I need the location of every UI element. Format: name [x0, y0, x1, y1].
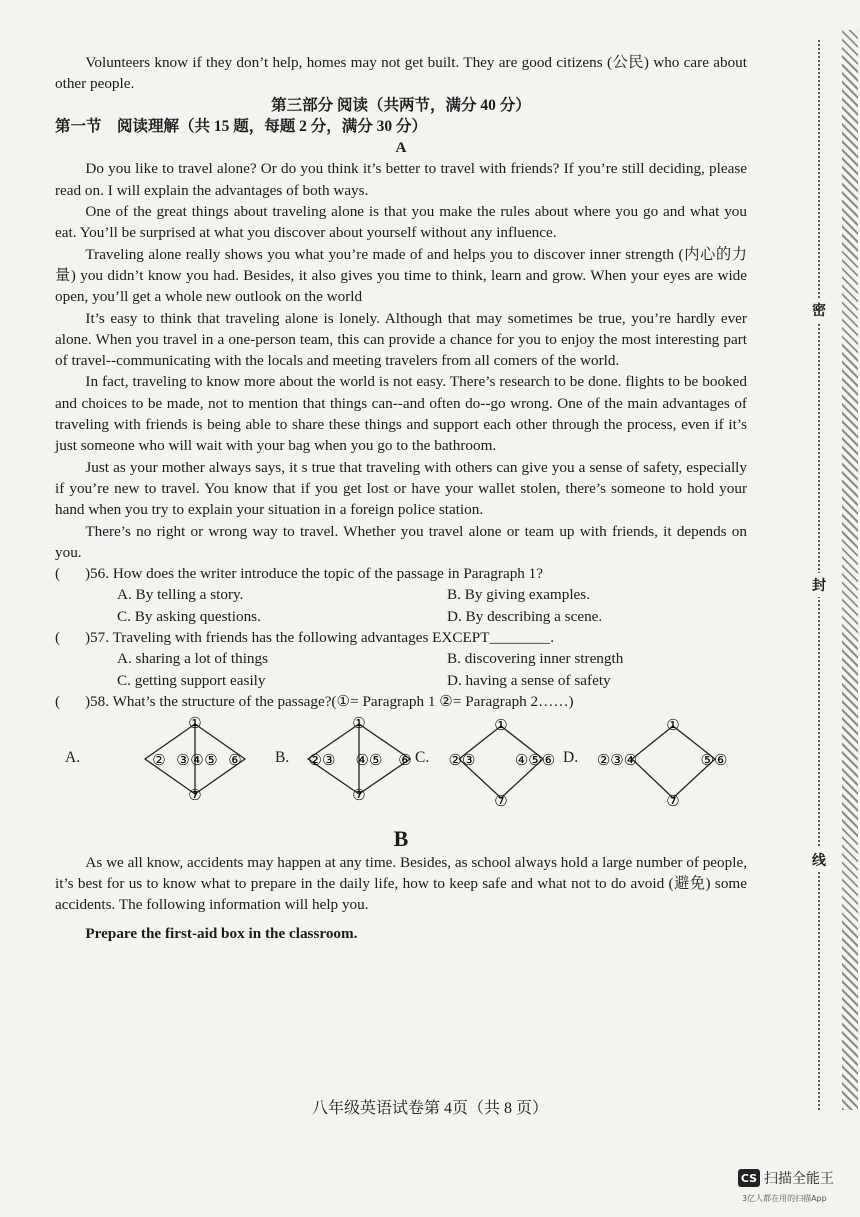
diagram-d-node-234: ②③④	[596, 753, 638, 770]
page-footer: 八年级英语试卷第 4页（共 8 页）	[311, 1100, 548, 1117]
question-58-stem: )58. What’s the structure of the passage?(①= Paragraph 1 ②= Paragraph 2……)	[85, 692, 574, 710]
scanner-watermark	[738, 1168, 834, 1188]
diagram-c	[437, 714, 567, 824]
diagram-a-node-6: ⑥	[228, 753, 242, 770]
previous-passage-ending: Volunteers know if they don’t help, homes may not get built. They are good citizens (公民) who care about other people.	[55, 54, 747, 93]
exam-content	[55, 52, 747, 945]
diagram-b-node-6: ⑥	[398, 753, 412, 770]
question-57-stem: )57. Traveling with friends has the following advantages EXCEPT________.	[85, 629, 555, 647]
diagram-a-bottom: ⑦	[188, 788, 202, 805]
answer-bracket[interactable]: (	[55, 629, 61, 647]
diagram-d-top: ①	[666, 718, 680, 735]
part-three-header: 第三部分 阅读（共两节，满分 40 分）	[271, 96, 531, 114]
diagram-b-top: ①	[352, 716, 366, 733]
diagram-a-node-3: ③	[176, 753, 190, 770]
passage-b-subheading: Prepare the first-aid box in the classroom.	[85, 925, 358, 943]
diagram-a-node-5: ⑤	[204, 753, 218, 770]
option-a: A. By telling a story.	[117, 586, 244, 604]
passage-a-paragraph-6: Just as your mother always says, it s true that traveling with others can give you a sense of safety, especially if you’re new to travel. You know that if you get lost or have your wallet stolen, there’s someone to hold your hand when you try to explain your situation in a foreign police station.	[55, 458, 747, 519]
option-b: B. By giving examples.	[447, 586, 591, 604]
diagram-d-bottom: ⑦	[666, 794, 680, 811]
question-57	[55, 627, 747, 648]
question-56-options	[117, 584, 747, 627]
passage-a-paragraph-3: Traveling alone really shows you what you’re made of and helps you to discover inner strength (内心的力量) you didn’t know you had. Besides, it also gives you time to think, learn and grow. When your eyes are wide open, you’ll get a whole new outlook on the world	[55, 245, 747, 306]
question-56	[55, 563, 747, 584]
diagram-d-node-56: ⑤⑥	[700, 753, 728, 770]
option-c: C. By asking questions.	[117, 607, 261, 625]
question-56-stem: )56. How does the writer introduce the topic of the passage in Paragraph 1?	[85, 565, 544, 583]
section-one-header: 第一节 阅读理解（共 15 题，每题 2 分，满分 30 分）	[55, 117, 428, 135]
diagram-a	[85, 714, 265, 824]
diagram-c-node-456: ④⑤⑥	[514, 753, 556, 770]
passage-a-paragraph-5: In fact, traveling to know more about the world is not easy. There’s research to be done. flights to be booked and choices to be made, not to mention that things can--and often do--go wrong. One of the main advantages of traveling with friends is being able to share these things and support each other through the process, even if it’s just someone who will wait with your bag when you go to the bathroom.	[55, 373, 747, 455]
watermark-name: 扫描全能王	[764, 1171, 834, 1187]
diagram-b-node-45: ④⑤	[355, 753, 383, 770]
diagram-b-label: B.	[275, 749, 290, 767]
option-b: B. discovering inner strength	[447, 650, 624, 668]
diagram-b-node-23: ②③	[308, 753, 336, 770]
structure-diagrams	[55, 714, 747, 824]
diagram-b	[295, 714, 425, 824]
diagram-a-label: A.	[65, 749, 81, 767]
diagram-a-top: ①	[188, 716, 202, 733]
answer-bracket[interactable]: (	[55, 692, 61, 710]
question-57-options	[117, 648, 747, 691]
binding-edge-pattern	[842, 30, 858, 1110]
diagram-a-node-4: ④	[190, 753, 204, 770]
watermark-tagline: 3亿人都在用的扫描App	[742, 1194, 827, 1203]
option-d: D. By describing a scene.	[447, 607, 603, 625]
passage-a-paragraph-1: Do you like to travel alone? Or do you think it’s better to travel with friends? If you’re still deciding, please read on. I will explain the advantages of both ways.	[55, 160, 747, 199]
passage-a-letter: A	[395, 139, 407, 157]
camscanner-logo-icon: CS	[738, 1169, 760, 1187]
diagram-d	[587, 714, 737, 824]
diagram-a-node-2: ②	[152, 753, 166, 770]
option-d: D. having a sense of safety	[447, 671, 611, 689]
seal-label-feng: 封	[812, 573, 826, 597]
answer-bracket[interactable]: (	[55, 565, 61, 583]
diagram-d-label: D.	[563, 749, 579, 767]
question-58	[55, 691, 747, 712]
diagram-b-bottom: ⑦	[352, 788, 366, 805]
diagram-c-node-23: ②③	[448, 753, 476, 770]
seal-label-mi: 密	[812, 298, 826, 322]
passage-a-paragraph-2: One of the great things about traveling alone is that you make the rules about where you go and what you eat. You’ll be surprised at what you discover about yourself without any influence.	[55, 203, 747, 242]
option-a: A. sharing a lot of things	[117, 650, 269, 668]
passage-b-paragraph-1: As we all know, accidents may happen at any time. Besides, as school always hold a large number of people, it’s best for us to know what to prepare in the daily life, how to keep safe and what not to do avoid (避免) some accidents. The following information will help you.	[55, 853, 747, 914]
seal-label-xian: 线	[812, 848, 826, 872]
diagram-c-label: C.	[415, 749, 430, 767]
passage-a-paragraph-7: There’s no right or wrong way to travel. Whether you travel alone or team up with friends, it depends on you.	[55, 522, 747, 561]
diagram-c-bottom: ⑦	[494, 794, 508, 811]
passage-b-letter: B	[393, 826, 409, 852]
diagram-c-top: ①	[494, 718, 508, 735]
option-c: C. getting support easily	[117, 671, 266, 689]
passage-a-paragraph-4: It’s easy to think that traveling alone is lonely. Although that may sometimes be true, you’re hardly ever alone. When you travel in a one-person team, this can provide a chance for you to enjoy the most interesting part of travel--communicating with the locals and meeting travelers from all comers of the world.	[55, 309, 747, 370]
